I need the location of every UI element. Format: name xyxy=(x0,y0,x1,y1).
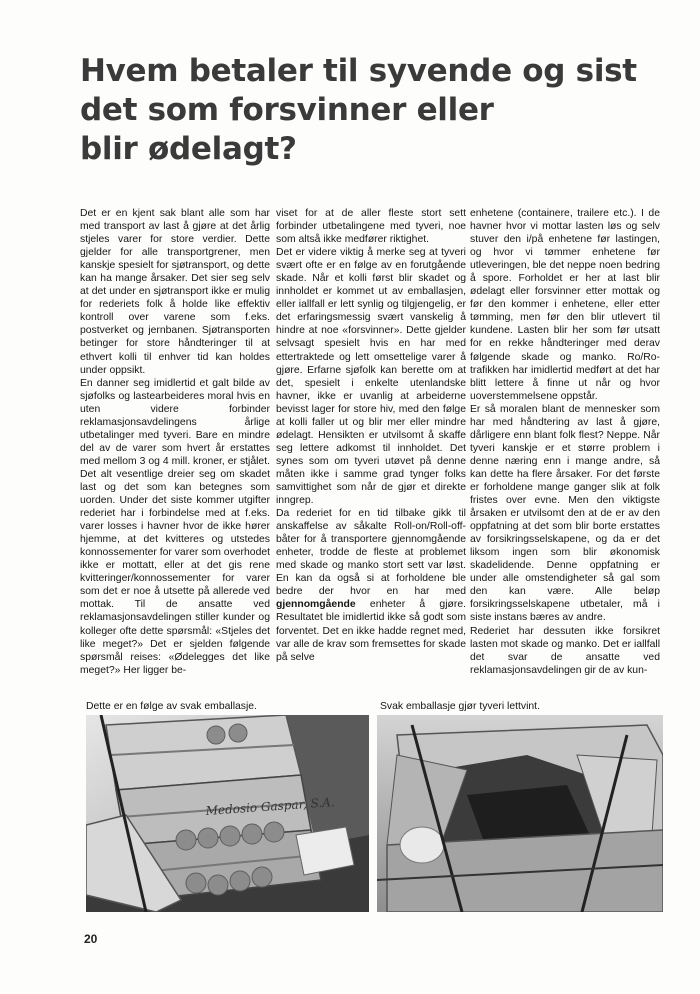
paragraph xyxy=(276,507,466,664)
emphasis: gjennomgående xyxy=(276,599,356,611)
photo-caption-left: Dette er en følge av svak emballasje. xyxy=(86,701,257,712)
article-column-3 xyxy=(470,207,660,697)
paragraph: Det er videre viktig å merke seg at tyveri svært ofte er en følge av en forutgående skade. Når et kolli først blir skadet og innholdet er kommet ut av emballasjen, eller iallfall er lett synlig og tilgjengelig, er det erfaringsmessig svært vanskelig å hindre at noe «forsvinner». Dette gjelder selvsagt spesielt hvis en har med ettertraktede og lett omsettelige varer å gjøre. Erfarne sjøfolk kan berette om at det, spesielt i enkelte utenlandske havner, ikke er uvanlig at arbeiderne bevisst lager for store hiv, med den følge at kolli faller ut og blir mer eller mindre ødelagt. Hensikten er utvilsomt å skaffe seg lettere adkomst til innholdet. Det synes som om tyveri utøvet på denne måten ikke i samme grad tynger folks samvittighet som når de gjør et direkte inngrep. xyxy=(276,247,466,507)
photo-damaged-crates xyxy=(86,715,369,912)
paragraph: En danner seg imidlertid et galt bilde av sjøfolks og lastearbeideres moral hvis en uten videre forbinder reklamasjonsavdelingens årlige utbetalinger med tyveri. Bare en mindre del av de varer som hvert år erstattes med mellom 3 og 4 mill. kroner, er stjålet. Det alt vesentlige dreier seg om skadet last og det som kan betegnes som uorden. Under det siste kommer utgifter rederiet har i forbindelse med at f.eks. varer losses i havner hvor de ikke hører hjemme, at det kvitteres og utstedes konnossementer for varer som overhodet ikke er mottatt, eller at det gis rene kvitteringer/konnossementer for varer som det er noe å utsette på allerede ved mottak. Til de ansatte ved reklamasjonsavdelingen stiller kunder og kolleger ofte dette spørsmål: «Stjeles det like meget?» Det er sjelden følgende spørsmål reises: «Ødelegges det like meget?» Her ligger be- xyxy=(80,377,270,676)
headline-line-3: blir ødelagt? xyxy=(80,131,297,167)
article-column-1 xyxy=(80,207,270,697)
page-number: 20 xyxy=(84,932,98,946)
article-body xyxy=(80,207,660,697)
text-run: Da rederiet for en tid tilbake gikk til anskaffelse av såkalte Roll-on/Roll-off-båter for å transportere gjennomgående enheter, trodde de fleste at problemet med skade og manko stort sett var løst. En kan da også si at forholdene ble bedre der hvor en har med xyxy=(276,508,466,598)
paragraph: Det er en kjent sak blant alle som har med transport av last å gjøre at det årlig stjeles varer for store verdier. Dette gjelder for alle transportgrener, men kanskje spesielt for sjøtransport, og dette kan ha mange årsaker. Det sier seg selv at det under en sjøtransport ikke er mulig for rederiets folk å holde like effektiv kontroll over varene som f.eks. postverket og jernbanen. Sjøtransporten betinger for store håndteringer til at ethvert kolli til enhver tid kan holdes under oppsikt. xyxy=(80,208,270,376)
headline xyxy=(80,52,660,169)
paragraph: Er så moralen blant de mennesker som har med håndtering av last å gjøre, dårligere enn blant folk flest? Neppe. Når tyveri kanskje er et større problem i denne næring enn i mange andre, så kan dette ha flere årsaker. For det første er forholdene mange ganger slik at folk fristes over evne. Men den viktigste årsaken er utvilsomt den at de er av den oppfatning at det som blir borte erstattes av forsikringsselskapene, og da er det liksom ingen som blir økonomisk skadelidende. Denne oppfatning er under alle omstendigheter så gal som den kan være. Alle beløp forsikringsselskapene utbetaler, må i siste instans bæres av andre. xyxy=(470,403,660,624)
paragraph: viset for at de aller fleste stort sett forbinder utbetalingene med tyveri, noe som altså ikke medfører riktighet. xyxy=(276,208,466,246)
crate-brand-label: Medosio Gaspar, S.A. xyxy=(205,795,336,818)
headline-line-1: Hvem betaler til syvende og sist xyxy=(80,53,637,89)
text-run: enheter å gjøre. Resultatet ble imidlertid ikke så godt som forventet. Det en ikke hadde regnet med, var alle de krav som fremsettes for skade på selve xyxy=(276,599,466,663)
paragraph: enhetene (containere, trailere etc.). I de havner hvor vi mottar lasten løs og selv stuver den i/på enhetene før lastingen, og hvor vi tømmer enhetene før utleveringen, ble det neppe noen bedring å spore. Forholdet er her at last blir ødelagt eller forsvinner etter mottak og før den kommer i enhetene, eller etter tømming, men før den blir utlevert til kundene. Lasten blir her som før utsatt for en rekke håndteringer med derav følgende skade og manko. Ro/Ro-trafikken har imidlertid medført at det har blitt lettere å finne ut når og hvor uoverstemmelsene oppstår. xyxy=(470,208,660,402)
paragraph: Rederiet har dessuten ikke forsikret lasten mot skade og manko. Det er iallfall det svar de ansatte ved reklamasjonsavdelingen gir de av kun- xyxy=(470,625,660,676)
photo-caption-right: Svak emballasje gjør tyveri lettvint. xyxy=(380,701,540,712)
photo-opened-box xyxy=(377,715,663,912)
headline-line-2: det som forsvinner eller xyxy=(80,92,494,128)
article-column-2 xyxy=(276,207,466,697)
